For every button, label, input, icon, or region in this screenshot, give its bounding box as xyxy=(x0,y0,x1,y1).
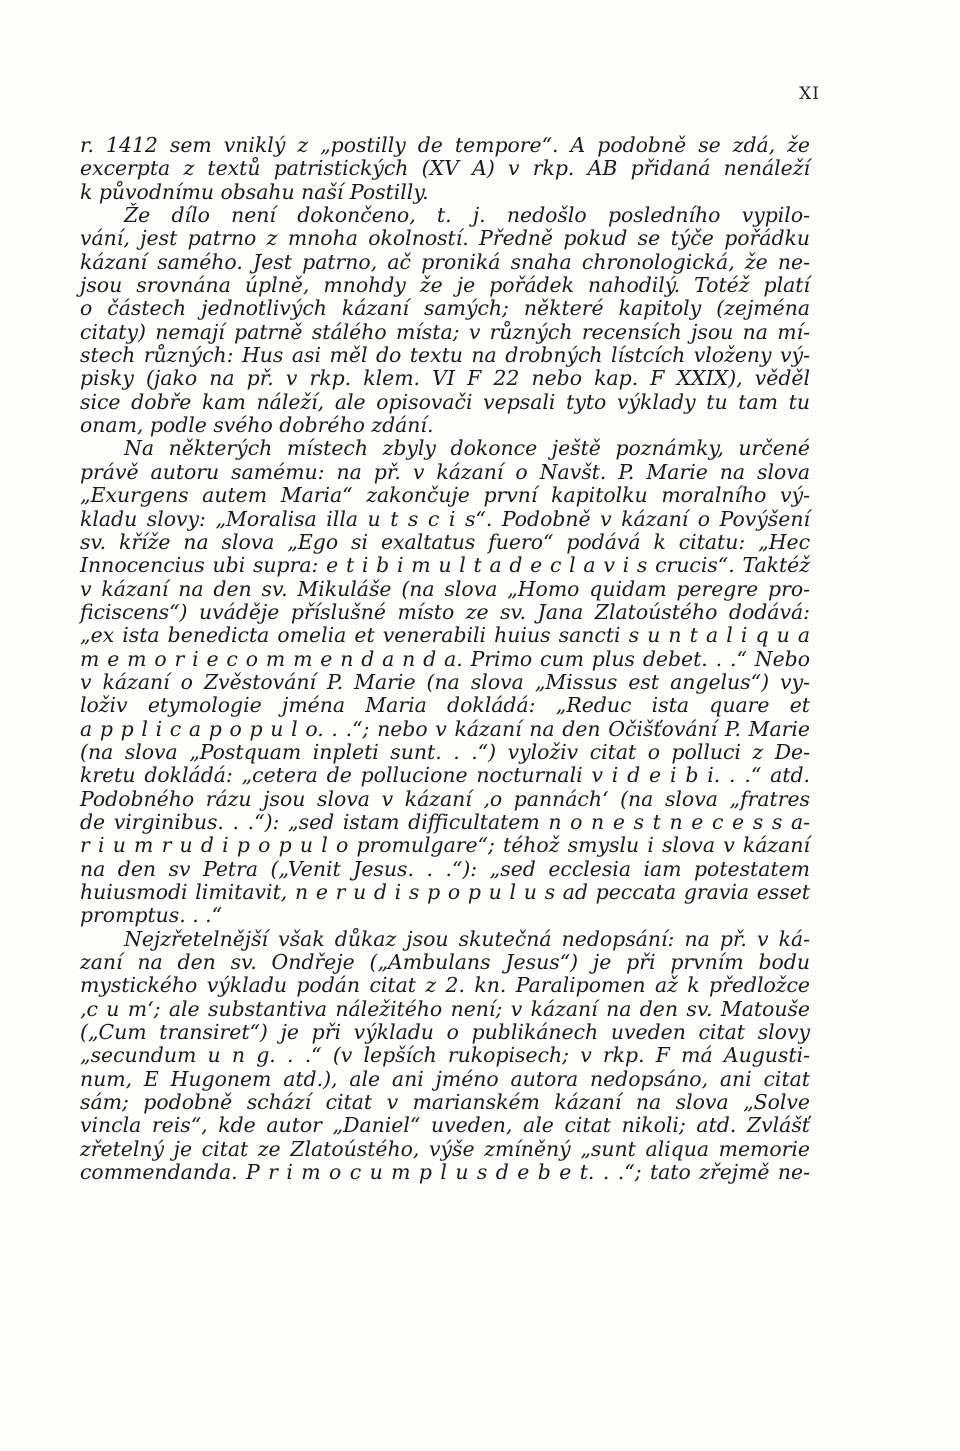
text-line: sice dobře kam náleží, ale opisovači vepsali tyto výklady tu tam tu xyxy=(80,389,810,414)
text-line: vincla reis“, kde autor „Daniel“ uveden, ale citat nikoli; atd. Zvlášť xyxy=(80,1113,810,1138)
text-line: citaty) nemají patrně stálého místa; v různých recensích jsou na mí- xyxy=(80,319,810,344)
text-line: v kázaní na den sv. Mikuláše (na slova „Homo quidam peregre pro- xyxy=(80,576,810,601)
text-line: „ex ista benedicta omelia et venerabili huius sancti s u n t a l i q u a xyxy=(80,623,810,648)
text-line: („Cum transiret“) je při výkladu o publikánech uveden citat slovy xyxy=(80,1020,810,1045)
text-line: Innocencius ubi supra: e t i b i m u l t a d e c l a v i s crucis“. Taktéž xyxy=(80,553,810,578)
text-line: kázaní samého. Jest patrno, ač proniká snaha chronologická, že ne- xyxy=(80,249,810,274)
text-line: kretu dokládá: „cetera de pollucione nocturnali v i d e i b i. . .“ atd. xyxy=(80,763,810,788)
text-line: r i u m r u d i p o p u l o promulgare“; téhož smyslu i slova v kázaní xyxy=(80,833,810,858)
text-line: Podobného rázu jsou slova v kázaní ‚o pannách‘ (na slova „fratres xyxy=(80,786,810,811)
text-line: sv. kříže na slova „Ego si exaltatus fuero“ podává k citatu: „Hec xyxy=(80,529,810,554)
text-line: loživ etymologie jména Maria dokládá: „Reduc ista quare et xyxy=(80,693,810,718)
text-line: pisky (jako na př. v rkp. klem. VI F 22 nebo kap. F XXIX), věděl xyxy=(80,366,810,391)
text-line: onam, podle svého dobrého zdání. xyxy=(80,413,434,438)
text-line: vání, jest patrno z mnoha okolností. Předně pokud se týče pořádku xyxy=(80,226,810,251)
paragraph xyxy=(80,204,810,437)
text-line: stech různých: Hus asi měl do textu na drobných lístcích vloženy vý- xyxy=(80,343,810,368)
text-line: ‚c u m‘; ale substantiva náležitého není; v kázaní na den sv. Matouše xyxy=(80,996,810,1021)
text-line: zaní na den sv. Ondřeje („Ambulans Jesus“) je při prvním bodu xyxy=(80,950,810,975)
text-line: ficiscens“) uváděje příslušné místo ze sv. Jana Zlatoústého dodává: xyxy=(80,599,810,624)
text-line: mystického výkladu podán citat z 2. kn. Paralipomen až k předložce xyxy=(80,973,810,998)
text-line: sám; podobně schází citat v marianském kázaní na slova „Solve xyxy=(80,1090,810,1115)
body-text xyxy=(80,134,810,1184)
text-line: jsou srovnána úplně, mnohdy že je pořádek nahodilý. Totéž platí xyxy=(80,273,810,298)
text-line: promptus. . .“ xyxy=(80,903,223,928)
text-line: v kázaní o Zvěstování P. Marie (na slova „Missus est angelus“) vy- xyxy=(80,669,810,694)
text-line: „secundum u n g. . .“ (v lepších rukopisech; v rkp. F má Augusti- xyxy=(80,1043,810,1068)
text-line: commendanda. P r i m o c u m p l u s d e b e t. . .“; tato zřejmě ne- xyxy=(80,1160,810,1185)
text-line: zřetelný je citat ze Zlatoústého, výše zmíněný „sunt aliqua memorie xyxy=(80,1136,810,1161)
page-number: XI xyxy=(799,84,820,104)
text-line: huiusmodi limitavit, n e r u d i s p o p u l u s ad peccata gravia esset xyxy=(80,880,810,904)
text-line: (na slova „Postquam inpleti sunt. . .“) vyloživ citat o polluci z De- xyxy=(80,739,810,764)
text-line: Na některých místech zbyly dokonce ještě poznámky, určené xyxy=(124,436,810,461)
text-line: Nejzřetelnější však důkaz jsou skutečná nedopsání: na př. v ká- xyxy=(124,926,810,951)
text-line: m e m o r i e c o m m e n d a n d a. Primo cum plus debet. . .“ Nebo xyxy=(80,646,810,671)
text-line: r. 1412 sem vniklý z „postilly de tempore“. A podobně se zdá, že xyxy=(80,133,810,157)
paragraph xyxy=(80,134,810,204)
text-line: de virginibus. . .“): „sed istam difficultatem n o n e s t n e c e s s a- xyxy=(80,809,810,834)
paragraph xyxy=(80,928,810,1185)
paragraph xyxy=(80,437,810,927)
text-line: kladu slovy: „Moralisa illa u t s c i s“. Podobně v kázaní o Povýšení xyxy=(80,506,810,531)
text-line: na den sv Petra („Venit Jesus. . .“): „sed ecclesia iam potestatem xyxy=(80,856,810,881)
text-line: a p p l i c a p o p u l o. . .“; nebo v kázaní na den Očišťování P. Marie xyxy=(80,716,810,741)
text-line: „Exurgens autem Maria“ zakončuje první kapitolku moralního vý- xyxy=(80,483,810,508)
text-line: Že dílo není dokončeno, t. j. nedošlo posledního vypilo- xyxy=(124,203,810,228)
text-line: o částech jednotlivých kázaní samých; některé kapitoly (zejména xyxy=(80,296,810,321)
text-line: excerpta z textů patristických (XV A) v rkp. AB přidaná nenáleží xyxy=(80,156,810,181)
text-line: k původnímu obsahu naší Postilly. xyxy=(80,179,429,204)
text-line: právě autoru samému: na př. v kázaní o Navšt. P. Marie na slova xyxy=(80,459,810,484)
text-line: num, E Hugonem atd.), ale ani jméno autora nedopsáno, ani citat xyxy=(80,1066,810,1091)
